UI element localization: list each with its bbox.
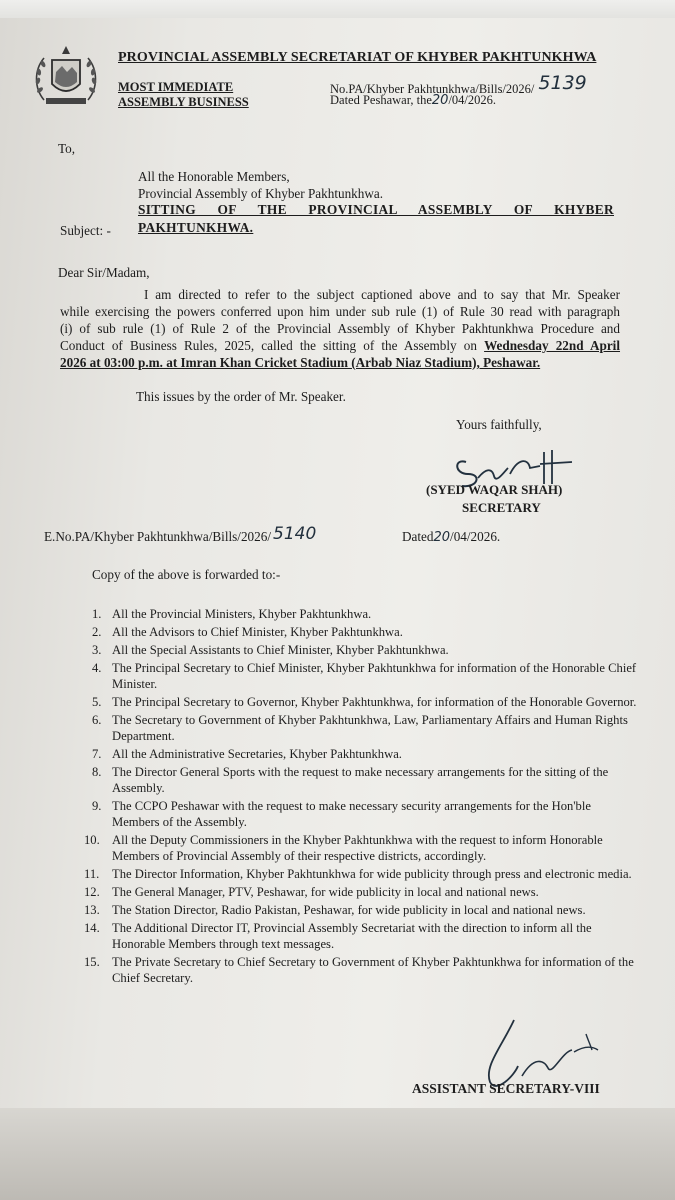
addressee-line-2: Provincial Assembly of Khyber Pakhtunkhwa.: [138, 186, 384, 201]
reference-number-handwritten: 5139: [538, 72, 587, 94]
endorsement-number: [44, 524, 317, 545]
body-line-4: [60, 337, 620, 354]
reference-date-handwritten: 20: [431, 93, 449, 108]
distribution-list: [84, 606, 640, 988]
list-item: 10. All the Deputy Commissioners in the Khyber Pakhtunkhwa with the request to inform Honorable Members of Provincial Assembly of their respective districts, accordingly.: [84, 833, 603, 863]
order-line: This issues by the order of Mr. Speaker.: [136, 389, 346, 404]
body-line-3: (i) of sub rule (1) of Rule 2 of the Provincial Assembly of Khyber Pakhtunkhwa Procedure and: [60, 321, 620, 336]
endorsement-number-handwritten: 5140: [273, 524, 317, 544]
assistant-secretary-title: ASSISTANT SECRETARY-VIII: [412, 1081, 600, 1096]
priority-line-2: ASSEMBLY BUSINESS: [118, 95, 249, 109]
list-item: 6. The Secretary to Government of Khyber Pakhtunkhwa, Law, Parliamentary Affairs and Human Rights Department.: [92, 713, 628, 743]
closing: Yours faithfully,: [456, 417, 542, 432]
list-item: 5. The Principal Secretary to Governor, Khyber Pakhtunkhwa, for information of the Honorable Governor.: [92, 695, 637, 709]
subject-text: [138, 202, 614, 236]
reference-date-suffix: /04/2026.: [448, 93, 497, 107]
priority-line-1: MOST IMMEDIATE: [118, 80, 234, 94]
list-item: 15. The Private Secretary to Chief Secretary to Government of Khyber Pakhtunkhwa for information of the Chief Secretary.: [84, 955, 634, 985]
priority-label: [118, 80, 249, 110]
list-item: 2. All the Advisors to Chief Minister, Khyber Pakhtunkhwa.: [92, 625, 403, 639]
subject-line-1: SITTING OF THE PROVINCIAL ASSEMBLY OF KHYBER: [138, 202, 614, 217]
subject-label: Subject: -: [60, 223, 111, 238]
list-item: 8. The Director General Sports with the request to make necessary arrangements for the sitting of the Assembly.: [92, 765, 609, 795]
sitting-venue-emphasis: 2026 at 03:00 p.m. at Imran Khan Cricket Stadium (Arbab Niaz Stadium), Peshawar.: [60, 355, 541, 370]
subject-line-2: PAKHTUNKHWA.: [138, 220, 254, 235]
endorsement-date: [402, 528, 500, 546]
assembly-emblem-logo: [30, 40, 102, 112]
to-label: To,: [58, 141, 76, 156]
endorsement-number-prefix: E.No.PA/Khyber Pakhtunkhwa/Bills/2026/: [44, 529, 272, 544]
list-item: 11. The Director Information, Khyber Pakhtunkhwa for wide publicity through press and electronic media.: [84, 867, 632, 881]
endorsement-date-suffix: /04/2026.: [450, 529, 501, 544]
org-title: PROVINCIAL ASSEMBLY SECRETARIAT OF KHYBER PAKHTUNKHWA: [118, 50, 597, 65]
reference-date-prefix: Dated Peshawar, the: [330, 93, 432, 107]
body-line-1: I am directed to refer to the subject captioned above and to say that Mr. Speaker: [144, 287, 620, 302]
endorsement-date-handwritten: 20: [433, 530, 451, 545]
salutation: Dear Sir/Madam,: [58, 265, 150, 280]
list-item: 7. All the Administrative Secretaries, Khyber Pakhtunkhwa.: [92, 747, 402, 761]
list-item: 3. All the Special Assistants to Chief Minister, Khyber Pakhtunkhwa.: [92, 643, 449, 657]
endorsement-date-prefix: Dated: [402, 529, 434, 544]
list-item: 4. The Principal Secretary to Chief Minister, Khyber Pakhtunkhwa for information of the Honorable Chief Minister.: [92, 661, 637, 691]
list-item: 13. The Station Director, Radio Pakistan, Peshawar, for wide publicity in local and national news.: [84, 903, 586, 917]
sitting-date-emphasis: Wednesday 22nd April: [484, 338, 621, 353]
list-item: 9. The CCPO Peshawar with the request to make necessary security arrangements for the Hon'ble Members of the Assembly.: [92, 799, 591, 829]
secretary-title: SECRETARY: [462, 500, 541, 515]
secretary-name: (SYED WAQAR SHAH): [426, 482, 563, 497]
list-item: 14. The Additional Director IT, Provincial Assembly Secretariat with the direction to inform all the Honorable Members through text messages.: [84, 921, 592, 951]
list-item: 12. The General Manager, PTV, Peshawar, for wide publicity in local and national news.: [84, 885, 539, 899]
addressee: [138, 168, 383, 202]
list-item: 1. All the Provincial Ministers, Khyber Pakhtunkhwa.: [92, 607, 372, 621]
document-page: [0, 18, 675, 1108]
copy-forwarded-intro: Copy of the above is forwarded to:-: [92, 567, 281, 582]
body-line-2: while exercising the powers conferred upon him under sub rule (1) of Rule 30 read with paragraph: [60, 304, 620, 319]
reference-date: [330, 93, 650, 108]
background-bottom: [0, 1108, 675, 1200]
body-paragraph: [60, 286, 620, 371]
reference-number-prefix: No.PA/Khyber Pakhtunkhwa/Bills/2026/: [330, 82, 535, 96]
body-line-4-plain: Conduct of Business Rules, 2025, called the sitting of the Assembly on: [60, 338, 485, 353]
reference-block: [330, 72, 650, 108]
addressee-line-1: All the Honorable Members,: [138, 169, 290, 184]
